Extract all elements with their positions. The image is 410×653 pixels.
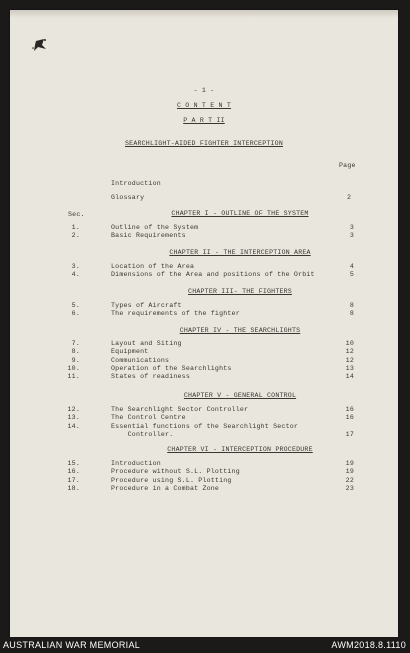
section-page: 17 — [345, 430, 354, 438]
section-number: 17. — [67, 476, 80, 484]
footer-accession-number: AWM2018.8.1110 — [331, 640, 406, 650]
section-number: 10. — [67, 364, 80, 372]
section-page: 10 — [345, 340, 354, 347]
section-page: 16 — [345, 414, 354, 422]
chapter-heading: CHAPTER I - OUTLINE OF THE SYSTEM — [171, 210, 309, 217]
section-number: 2. — [71, 232, 80, 240]
part-heading: P A R T II — [183, 117, 225, 124]
section-title: The Searchlight Sector Controller — [111, 406, 249, 413]
section-page: 13 — [345, 364, 354, 372]
section-title: Procedure using S.L. Plotting — [111, 476, 232, 484]
section-number: 7. — [71, 340, 80, 347]
section-number: 1. — [71, 224, 80, 231]
section-number: 11. — [67, 373, 80, 381]
chapter-heading: CHAPTER V - GENERAL CONTROL — [183, 392, 297, 399]
chapter-heading: CHAPTER IV - THE SEARCHLIGHTS — [179, 327, 301, 334]
section-page: 14 — [345, 373, 354, 381]
section-page: 8 — [349, 310, 354, 318]
introduction-label: Introduction — [111, 180, 161, 187]
contents-heading: C O N T E N T — [176, 102, 232, 109]
section-page: 3 — [349, 232, 354, 240]
document-page — [10, 10, 398, 637]
ink-blot — [30, 35, 50, 55]
section-title: Outline of the System — [111, 224, 199, 231]
section-title: Communications — [111, 356, 170, 364]
footer-bar — [0, 637, 410, 653]
section-title: Dimensions of the Area and positions of the Orbit — [111, 271, 315, 279]
section-number: 6. — [71, 310, 80, 318]
section-number: 16. — [67, 468, 80, 476]
section-page: 19 — [345, 460, 354, 467]
section-page: 12 — [345, 356, 354, 364]
section-number: 5. — [71, 302, 80, 309]
section-title: The Control Centre — [111, 414, 186, 422]
section-title: The requirements of the fighter — [111, 310, 240, 318]
section-page: 12 — [345, 348, 354, 356]
section-number: 8. — [71, 348, 80, 356]
document-title: SEARCHLIGHT-AIDED FIGHTER INTERCEPTION — [125, 140, 283, 147]
section-title: Equipment — [111, 348, 149, 356]
section-page: 8 — [349, 302, 354, 309]
section-title: Layout and Siting — [111, 340, 182, 347]
section-title: Introduction — [111, 460, 161, 467]
footer-source: AUSTRALIAN WAR MEMORIAL — [3, 640, 141, 650]
section-number: 13. — [67, 414, 80, 422]
section-number: 4. — [71, 271, 80, 279]
section-title: States of readiness — [111, 373, 190, 381]
section-page: 4 — [349, 263, 354, 270]
section-title: Location of the Area — [111, 263, 195, 270]
section-title: Basic Requirements — [111, 232, 186, 240]
section-number: 14. — [67, 422, 80, 430]
section-page: 19 — [345, 468, 354, 476]
page-column-label: Page — [339, 162, 356, 169]
section-number: 12. — [67, 406, 80, 413]
section-title: Procedure without S.L. Plotting — [111, 468, 240, 476]
section-number: 9. — [71, 356, 80, 364]
section-column-label: Sec. — [68, 211, 85, 218]
section-number: 18. — [67, 484, 80, 492]
page-number: - 1 - — [193, 87, 215, 94]
chapter-heading: CHAPTER VI - INTERCEPTION PROCEDURE — [167, 446, 313, 453]
glossary-page: 2 — [347, 194, 352, 201]
chapter-heading: CHAPTER III- THE FIGHTERS — [188, 288, 292, 295]
section-page: 3 — [349, 224, 354, 231]
chapter-heading: CHAPTER II - THE INTERCEPTION AREA — [169, 249, 311, 256]
section-page: 22 — [345, 476, 354, 484]
section-title: Essential functions of the Searchlight Sector — [111, 422, 299, 430]
section-page: 23 — [345, 484, 354, 492]
section-title: Procedure in a Combat Zone — [111, 484, 220, 492]
glossary-label: Glossary — [111, 194, 145, 201]
section-page: 16 — [345, 406, 354, 413]
section-title: Operation of the Searchlights — [111, 364, 232, 372]
section-number: 3. — [71, 263, 80, 270]
section-page: 5 — [349, 271, 354, 279]
section-number: 15. — [67, 460, 80, 467]
section-title: Types of Aircraft — [111, 302, 182, 309]
section-title: Controller. — [111, 430, 174, 438]
